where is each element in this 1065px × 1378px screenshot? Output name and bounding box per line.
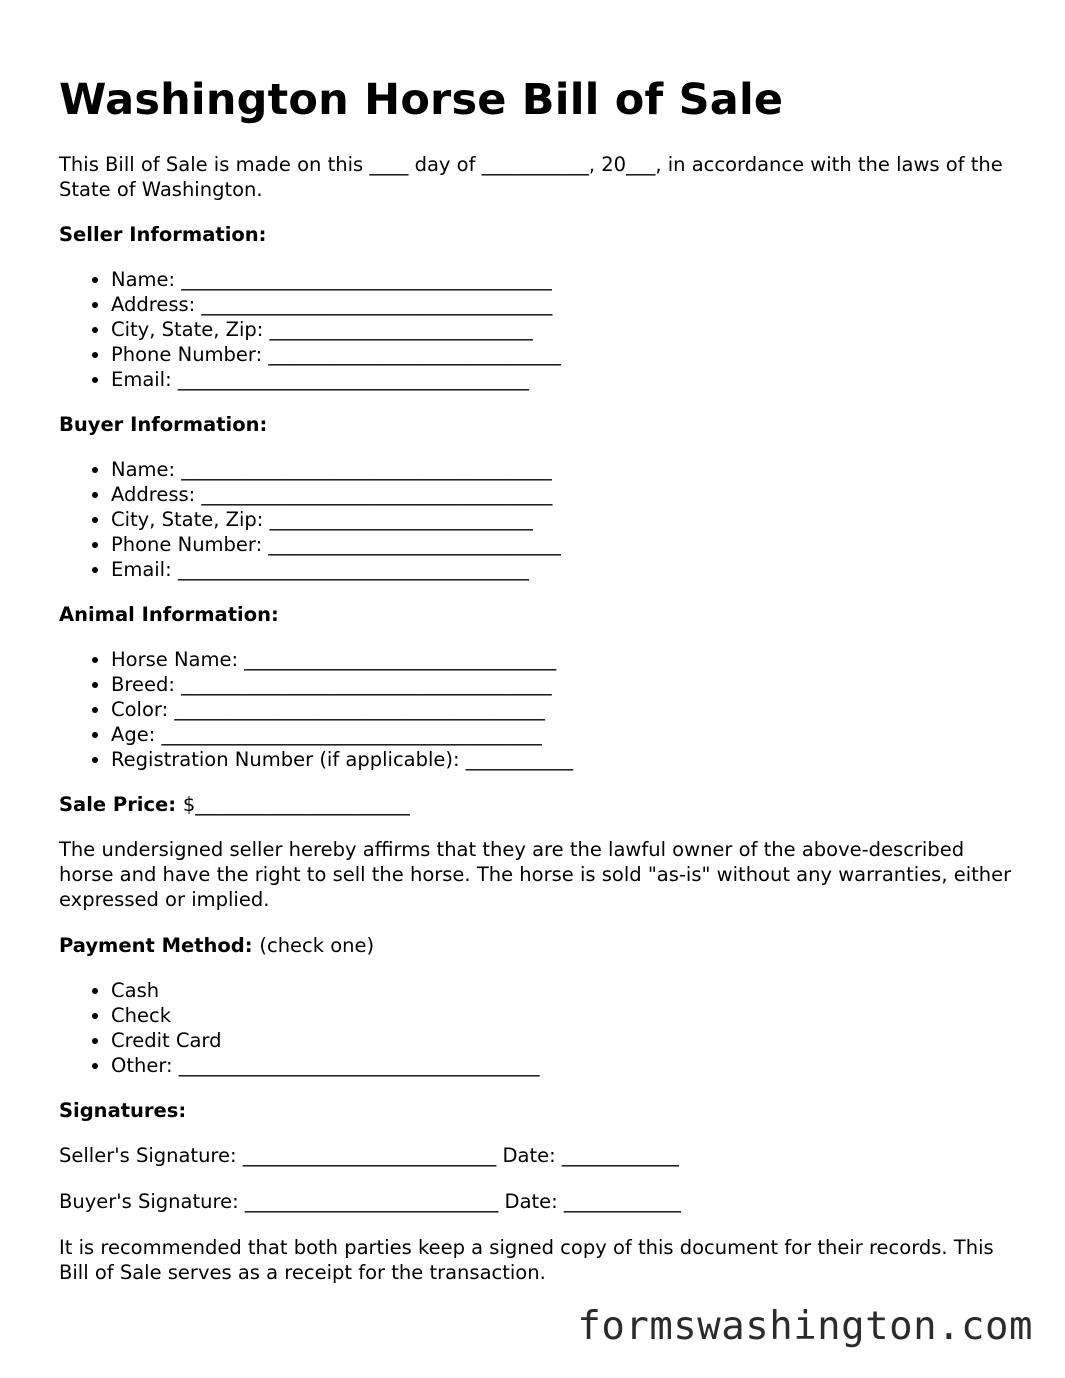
payment-method-label: Payment Method: [59, 934, 253, 957]
seller-signature-line: Seller's Signature: __________________________ Date: ____________ [59, 1144, 679, 1167]
payment-option-cash: • Cash [111, 978, 1019, 1003]
buyer-email-field: • Email: ____________________________________ [111, 557, 1019, 582]
seller-city-state-zip-field: • City, State, Zip: ___________________________ [111, 317, 1019, 342]
seller-name-field: • Name: ______________________________________ [111, 267, 1019, 292]
payment-method-note: (check one) [259, 934, 375, 957]
document-title: Washington Horse Bill of Sale [59, 75, 784, 125]
buyer-phone-field: • Phone Number: ______________________________ [111, 532, 1019, 557]
closing-paragraph: It is recommended that both parties keep a signed copy of this document for their records. This Bill of Sale serves as a receipt for the transaction. [59, 1236, 994, 1284]
horse-name-field: • Horse Name: ________________________________ [111, 647, 1019, 672]
animal-list [59, 647, 1019, 772]
buyer-city-state-zip-field: • City, State, Zip: ___________________________ [111, 507, 1019, 532]
sale-price-value: $______________________ [182, 793, 410, 816]
seller-list [59, 267, 1019, 392]
payment-option-other: • Other: _____________________________________ [111, 1053, 1019, 1078]
payment-method-heading [59, 933, 1019, 958]
payment-method-list [59, 978, 1019, 1078]
age-field: • Age: _______________________________________ [111, 722, 1019, 747]
animal-heading: Animal Information: [59, 603, 279, 626]
payment-option-check: • Check [111, 1003, 1019, 1028]
breed-field: • Breed: ______________________________________ [111, 672, 1019, 697]
seller-heading: Seller Information: [59, 223, 267, 246]
seller-address-field: • Address: ____________________________________ [111, 292, 1019, 317]
buyer-heading: Buyer Information: [59, 413, 268, 436]
seller-phone-field: • Phone Number: ______________________________ [111, 342, 1019, 367]
sale-price-label: Sale Price: [59, 793, 177, 816]
signatures-heading: Signatures: [59, 1099, 187, 1122]
affirmation-paragraph: The undersigned seller hereby affirms that they are the lawful owner of the above-described horse and have the right to sell the horse. The horse is sold "as-is" without any warranties, either expressed or implied. [59, 838, 1012, 911]
payment-option-credit-card: • Credit Card [111, 1028, 1019, 1053]
document [59, 68, 1019, 1306]
intro-paragraph: This Bill of Sale is made on this ____ day of ___________, 20___, in accordance with the laws of the State of Washington. [59, 153, 1003, 201]
registration-number-field: • Registration Number (if applicable): ___________ [111, 747, 1019, 772]
seller-email-field: • Email: ____________________________________ [111, 367, 1019, 392]
buyer-address-field: • Address: ____________________________________ [111, 482, 1019, 507]
buyer-signature-line: Buyer's Signature: __________________________ Date: ____________ [59, 1190, 681, 1213]
buyer-name-field: • Name: ______________________________________ [111, 457, 1019, 482]
buyer-list [59, 457, 1019, 582]
color-field: • Color: ______________________________________ [111, 697, 1019, 722]
watermark-text: formswashington.com [577, 1304, 1033, 1349]
sale-price-line [59, 792, 1019, 817]
